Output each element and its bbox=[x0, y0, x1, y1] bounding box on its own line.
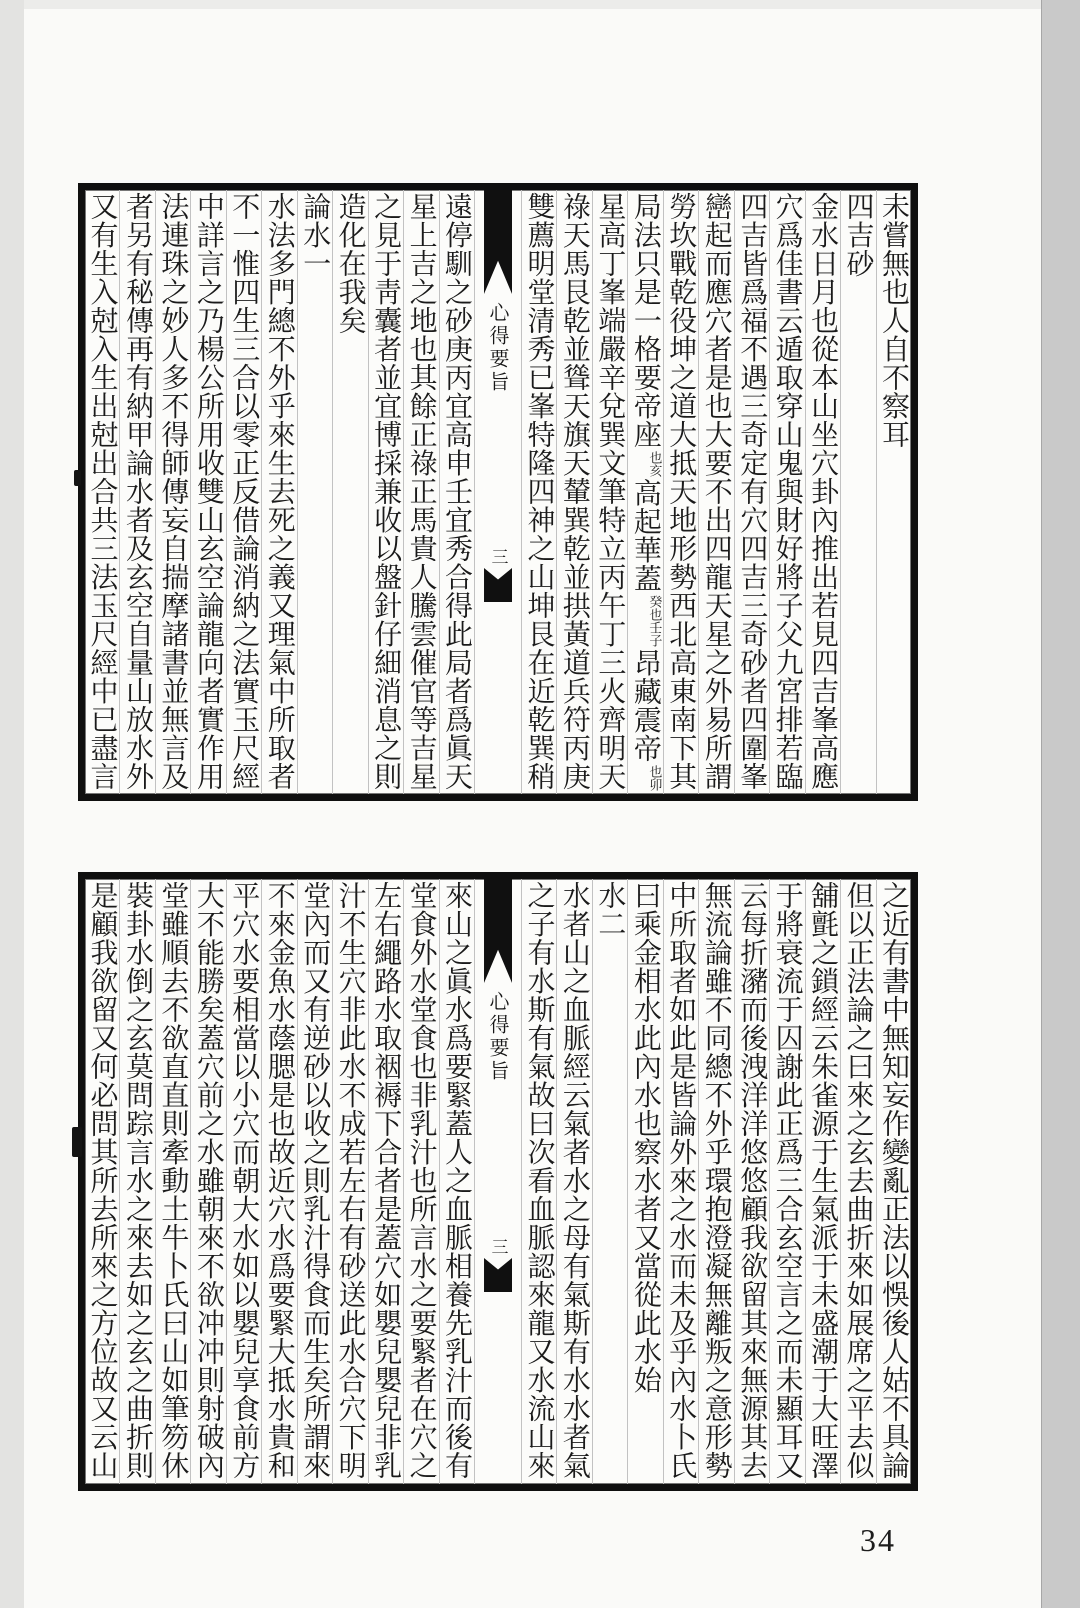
note-left-column: 癸也 bbox=[646, 594, 662, 621]
text-column: 祿天馬艮乾並聳天旗天輦巽乾並拱黃道兵符丙庚 bbox=[556, 190, 591, 794]
scan-edge-left bbox=[0, 0, 24, 1608]
text-column: 堂食外水堂食也非乳汁也所言水之要緊者在穴之 bbox=[403, 879, 438, 1484]
text-column-annotated bbox=[627, 190, 662, 794]
text-column: 巒起而應穴者是也大要不出四龍天星之外易所謂 bbox=[698, 190, 733, 794]
fold-title: 心得要旨 bbox=[486, 991, 511, 1083]
text-column: 來山之眞水爲要緊蓋人之血脈相養先乳汁而後有 bbox=[439, 879, 474, 1484]
text-column: 水法多門總不外乎來生去死之義又理氣中所取者 bbox=[261, 190, 296, 794]
text-column: 無流論雖不同總不外乎環抱澄凝無離叛之意形勢 bbox=[698, 879, 733, 1484]
page-number: 34 bbox=[860, 1522, 896, 1558]
fishtail-marker-icon bbox=[484, 190, 512, 294]
text-column: 平穴水要相當以小穴而朝大水如以嬰兒享食前方 bbox=[226, 879, 261, 1484]
note-left-column: 也 bbox=[646, 764, 662, 778]
text-column: 水者山之血脈經云氣者水之母有氣斯有水水者氣 bbox=[556, 879, 591, 1484]
text-column: 遠停馴之砂庚丙宜高申壬宜秀合得此局者爲眞天 bbox=[439, 190, 474, 794]
fold-title: 心得要旨 bbox=[486, 302, 511, 394]
fishtail-marker-small-icon bbox=[484, 568, 512, 602]
text-column: 左右繩路水取裀褥下合者是蓋穴如嬰兒嬰兒非乳 bbox=[368, 879, 403, 1484]
text-block-top bbox=[78, 183, 918, 801]
section-heading-column: 四吉砂 bbox=[840, 190, 875, 794]
text-column: 未嘗無也人自不察耳 bbox=[876, 190, 911, 794]
fold-folio-number: 三 bbox=[487, 548, 508, 565]
text-column: 四吉皆爲福不遇三奇定有穴四吉三奇砂者四圍峯 bbox=[734, 190, 769, 794]
text-column: 之子有水斯有氣故曰次看血脈認來龍又水流山來 bbox=[521, 879, 556, 1484]
text-column: 之見于靑囊者並宜博採兼收以盤針仔細消息之則 bbox=[368, 190, 403, 794]
text-column: 不一惟四生三合以零正反借論消納之法實玉尺經 bbox=[226, 190, 261, 794]
fold-column-top bbox=[474, 190, 521, 794]
text-column: 堂雖順去不欲直直則牽動土牛卜氏曰山如筆笏休 bbox=[155, 879, 190, 1484]
text-column: 星高丁峯端嚴辛兌巽文筆特立丙午丁三火齊明天 bbox=[592, 190, 627, 794]
text-column: 者另有秘傳再有納甲論水者及玄空自量山放水外 bbox=[119, 190, 154, 794]
fishtail-marker-icon bbox=[484, 879, 512, 983]
block-bottom-columns bbox=[85, 879, 911, 1484]
text-column: 大不能勝矣蓋穴前之水雖朝來不欲冲冲則射破內 bbox=[190, 879, 225, 1484]
text-column: 造化在我矣 bbox=[332, 190, 367, 794]
section-heading-column: 水二 bbox=[592, 879, 627, 1484]
fold-column-bottom bbox=[474, 879, 521, 1484]
interlinear-note bbox=[645, 595, 661, 647]
text-column: 是顧我欲留又何必問其所去所來之方位故又云山 bbox=[86, 881, 120, 1480]
column-text: 昂藏震帝 bbox=[629, 648, 663, 763]
text-column: 穴爲佳書云遁取穿山鬼與財好將子父九宮排若臨 bbox=[769, 190, 804, 794]
text-column: 不來金魚水蔭腮是也故近穴水爲要緊大抵水貴和 bbox=[261, 879, 296, 1484]
column-text: 高起華蓋 bbox=[629, 478, 663, 593]
text-column: 裝卦水倒之玄莫問踪言水之來去如之玄之曲折則 bbox=[119, 879, 154, 1484]
note-right-column: 壬子 bbox=[646, 620, 662, 647]
text-column: 于將衰流于囚謝此正爲三合玄空言之而未顯耳又 bbox=[769, 879, 804, 1484]
text-column: 云每折瀦而後洩洋洋悠悠顧我欲留其來無源其去 bbox=[734, 879, 769, 1484]
fishtail-marker-small-icon bbox=[484, 1258, 512, 1292]
note-right-column: 亥 bbox=[646, 463, 662, 477]
text-column: 中詳言之乃楊公所用收雙山玄空論龍向者實作用 bbox=[190, 190, 225, 794]
text-column: 曰乘金相水此內水也察水者又當從此水始 bbox=[627, 879, 662, 1484]
section-heading-column: 論水一 bbox=[297, 190, 332, 794]
text-column: 堂內而又有逆砂以收之則乳汁得食而生矣所謂來 bbox=[297, 879, 332, 1484]
scan-edge-top bbox=[0, 0, 1080, 9]
text-column: 金水日月也從本山坐穴卦內推出若見四吉峯高應 bbox=[805, 190, 840, 794]
text-column: 星上吉之地也其餘正祿正馬貴人騰雲催官等吉星 bbox=[403, 190, 438, 794]
text-column: 勞坎戰乾役坤之道大抵天地形勢西北高東南下其 bbox=[663, 190, 698, 794]
note-right-column: 卯 bbox=[646, 777, 662, 791]
text-column: 舖氈之鎖經云朱雀源于生氣派于未盛潮于大旺澤 bbox=[805, 879, 840, 1484]
text-column: 法連珠之妙人多不得師傳妄自揣摩諸書並無言及 bbox=[155, 190, 190, 794]
note-left-column: 也 bbox=[646, 450, 662, 464]
block-top-columns bbox=[85, 190, 911, 794]
text-column: 雙薦明堂清秀已峯特隆四神之山坤艮在近乾巽稍 bbox=[521, 190, 556, 794]
text-column: 之近有書中無知妄作變亂正法以悞後人姑不具論 bbox=[876, 879, 911, 1484]
interlinear-note bbox=[645, 765, 661, 791]
ink-speck bbox=[72, 1127, 82, 1157]
interlinear-note bbox=[645, 451, 661, 477]
text-block-bottom bbox=[78, 872, 918, 1491]
ink-speck bbox=[74, 470, 81, 486]
text-column: 汁不生穴非此水不成若左右有砂送此水合穴下明 bbox=[332, 879, 367, 1484]
text-column: 中所取者如此是皆論外來之水而未及乎內水卜氏 bbox=[663, 879, 698, 1484]
fold-folio-number: 三 bbox=[487, 1238, 508, 1255]
scan-edge-right bbox=[1041, 0, 1080, 1608]
column-text: 局法只是一格要帝座 bbox=[629, 192, 663, 449]
text-column: 但以正法論之曰來之玄去曲折來如展席之平去似 bbox=[840, 879, 875, 1484]
text-column: 又有生入尅入生出尅出合共三法玉尺經中已盡言 bbox=[86, 192, 120, 791]
